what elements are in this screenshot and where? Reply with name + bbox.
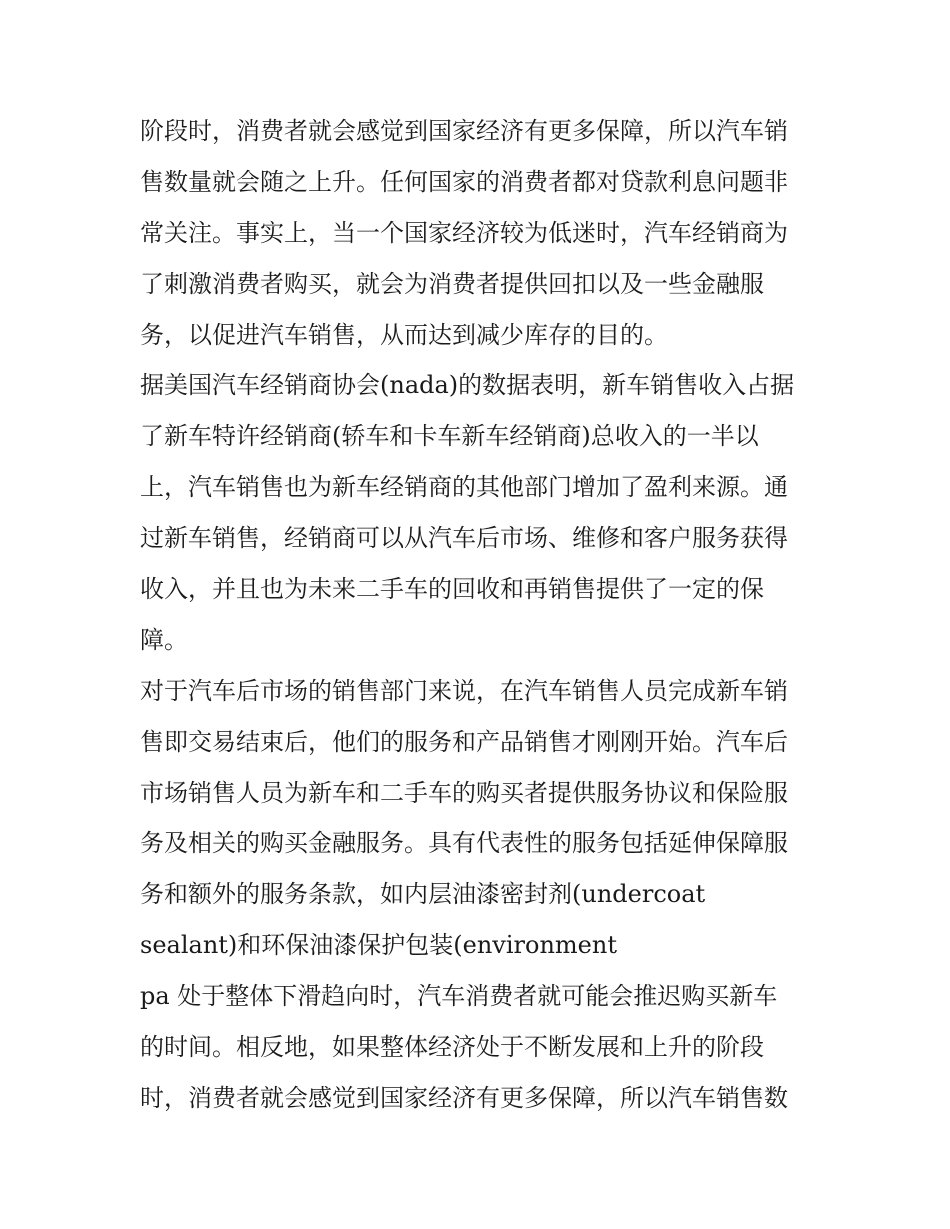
text-line: 过新车销售，经销商可以从汽车后市场、维修和客户服务获得 (140, 524, 788, 553)
text-line: 售数量就会随之上升。任何国家的消费者都对贷款利息问题非 (140, 167, 788, 196)
text-line: 常关注。事实上，当一个国家经济较为低迷时，汽车经销商为 (140, 218, 788, 247)
text-line: 售即交易结束后，他们的服务和产品销售才刚刚开始。汽车后 (140, 727, 788, 756)
document-body-text (140, 106, 820, 1124)
text-line: 了新车特许经销商(轿车和卡车新车经销商)总收入的一半以 (140, 422, 759, 451)
text-line: 时，消费者就会感觉到国家经济有更多保障，所以汽车销售数 (140, 1083, 788, 1112)
text-line: pa 处于整体下滑趋向时，汽车消费者就可能会推迟购买新车 (140, 982, 778, 1011)
text-line: 了刺激消费者购买，就会为消费者提供回扣以及一些金融服 (140, 269, 764, 298)
text-line: 上，汽车销售也为新车经销商的其他部门增加了盈利来源。通 (140, 473, 788, 502)
text-line: 务和额外的服务条款，如内层油漆密封剂(undercoat (140, 880, 706, 909)
text-line: 据美国汽车经销商协会(nada)的数据表明，新车销售收入占据 (140, 371, 795, 400)
text-line: 的时间。相反地，如果整体经济处于不断发展和上升的阶段 (140, 1033, 764, 1062)
text-line: 对于汽车后市场的销售部门来说，在汽车销售人员完成新车销 (140, 676, 788, 705)
text-line: 务及相关的购买金融服务。具有代表性的服务包括延伸保障服 (140, 829, 788, 858)
text-line: sealant)和环保油漆保护包装(environment (140, 931, 617, 960)
text-line: 阶段时，消费者就会感觉到国家经济有更多保障，所以汽车销 (140, 117, 788, 145)
text-line: 障。 (140, 625, 188, 654)
text-line: 市场销售人员为新车和二手车的购买者提供服务协议和保险服 (140, 778, 788, 807)
text-line: 务，以促进汽车销售，从而达到减少库存的目的。 (140, 320, 668, 349)
text-line: 收入，并且也为未来二手车的回收和再销售提供了一定的保 (140, 575, 764, 604)
